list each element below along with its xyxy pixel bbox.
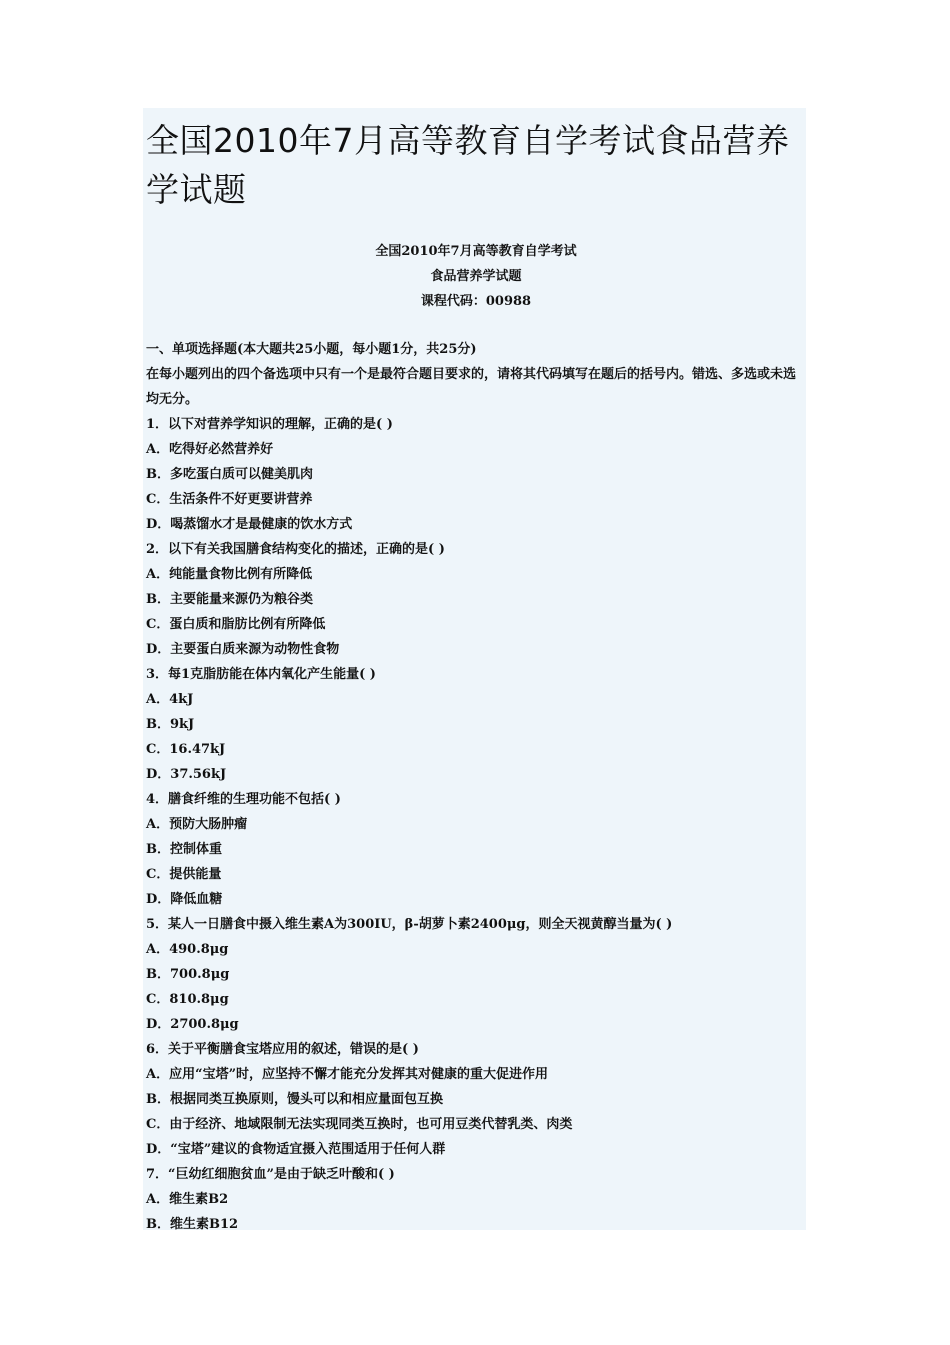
question-6 — [146, 1037, 806, 1162]
option-d: D．降低血糖 — [146, 892, 223, 907]
option-d: D．“宝塔”建议的食物适宜摄入范围适用于任何人群 — [146, 1142, 446, 1157]
option-b: B．主要能量来源仍为粮谷类 — [146, 592, 313, 607]
option-a: A．490.8μg — [146, 942, 229, 957]
option-a: A．维生素B2 — [146, 1192, 229, 1207]
question-stem: 4．膳食纤维的生理功能不包括( ) — [146, 792, 341, 807]
question-7 — [146, 1162, 806, 1237]
exam-body — [146, 337, 806, 1237]
exam-header-line-2: 食品营养学试题 — [430, 269, 522, 284]
question-stem: 5．某人一日膳食中摄入维生素A为300IU，β-胡萝卜素2400μg，则全天视黄醇当量为( ) — [146, 917, 673, 932]
option-a: A．纯能量食物比例有所降低 — [146, 567, 313, 582]
question-stem: 6．关于平衡膳食宝塔应用的叙述，错误的是( ) — [146, 1042, 419, 1057]
option-d: D．37.56kJ — [146, 767, 227, 782]
option-c: C．蛋白质和脂肪比例有所降低 — [146, 617, 326, 632]
option-b: B．维生素B12 — [146, 1217, 239, 1232]
exam-header-line-1: 全国2010年7月高等教育自学考试 — [375, 244, 577, 259]
option-d: D．2700.8μg — [146, 1017, 239, 1032]
question-stem: 3．每1克脂肪能在体内氧化产生能量( ) — [146, 667, 376, 682]
question-5 — [146, 912, 806, 1037]
option-b: B．9kJ — [146, 717, 195, 732]
option-d: D．喝蒸馏水才是最健康的饮水方式 — [146, 517, 353, 532]
option-c: C．由于经济、地域限制无法实现同类互换时，也可用豆类代替乳类、肉类 — [146, 1117, 573, 1132]
document-title: 全国2010年7月高等教育自学考试食品营养学试题 — [146, 121, 790, 209]
option-b: B．根据同类互换原则，馒头可以和相应量面包互换 — [146, 1092, 443, 1107]
option-a: A．吃得好必然营养好 — [146, 442, 274, 457]
question-4 — [146, 787, 806, 912]
exam-header — [146, 239, 806, 314]
option-a: A．应用“宝塔”时，应坚持不懈才能充分发挥其对健康的重大促进作用 — [146, 1067, 549, 1082]
question-stem: 1．以下对营养学知识的理解，正确的是( ) — [146, 417, 393, 432]
section-heading: 一、单项选择题(本大题共25小题，每小题1分，共25分) — [146, 342, 477, 357]
question-stem: 7．“巨幼红细胞贫血”是由于缺乏叶酸和( ) — [146, 1167, 395, 1182]
option-b: B．700.8μg — [146, 967, 230, 982]
option-c: C．16.47kJ — [146, 742, 226, 757]
option-a: A．4kJ — [146, 692, 194, 707]
section-instructions: 在每小题列出的四个备选项中只有一个是最符合题目要求的，请将其代码填写在题后的括号内。错选、多选或未选均无分。 — [146, 367, 797, 407]
option-c: C．810.8μg — [146, 992, 229, 1007]
option-a: A．预防大肠肿瘤 — [146, 817, 248, 832]
option-b: B．控制体重 — [146, 842, 222, 857]
course-code: 课程代码：00988 — [420, 294, 532, 309]
question-stem: 2．以下有关我国膳食结构变化的描述，正确的是( ) — [146, 542, 445, 557]
question-2 — [146, 537, 806, 662]
option-b: B．多吃蛋白质可以健美肌肉 — [146, 467, 313, 482]
question-3 — [146, 662, 806, 787]
option-c: C．生活条件不好更要讲营养 — [146, 492, 313, 507]
option-c: C．提供能量 — [146, 867, 222, 882]
option-d: D．主要蛋白质来源为动物性食物 — [146, 642, 340, 657]
question-1 — [146, 412, 806, 537]
